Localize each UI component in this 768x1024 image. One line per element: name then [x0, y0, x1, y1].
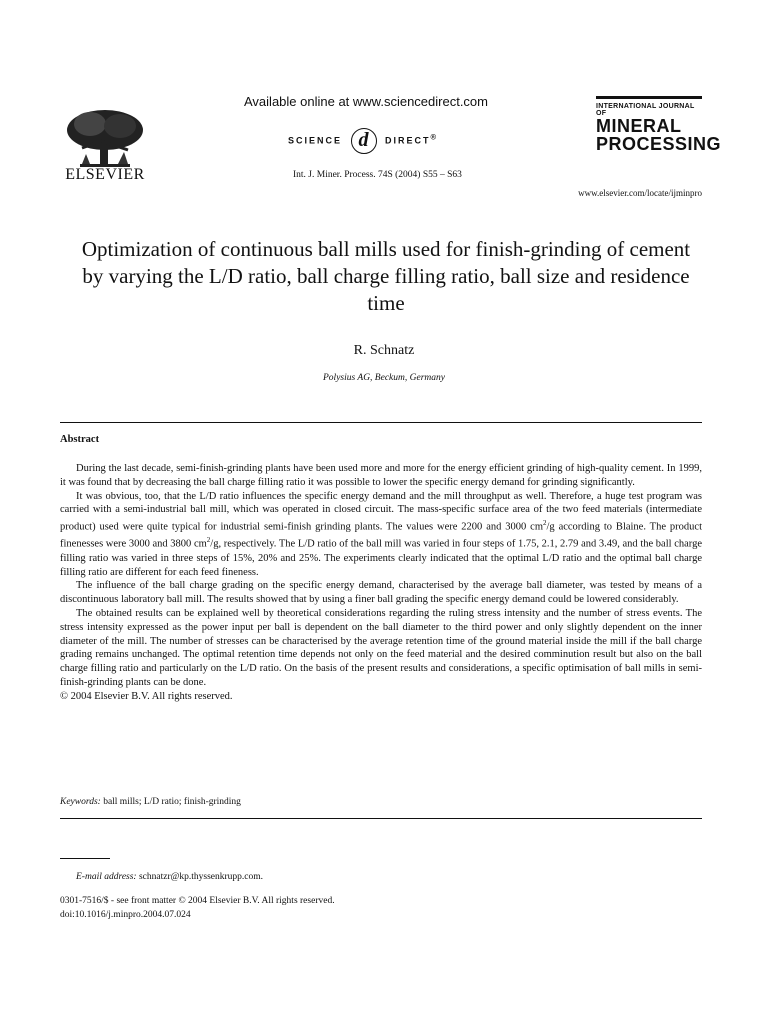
p2-text-a: It was obvious, too, that the L/D ratio influences the specific energy demand and the mill throughput as well. Therefore, a huge test program was carried with a semi-industrial ball mill, which was operated in closed circuit. The mass-specific surface area of the two feed materials (intermediate product) used were quite typical for industrial semi-finish grinding plants. The values were 2200 and 3000 cm: [60, 490, 702, 533]
sciencedirect-logo[interactable]: [288, 128, 438, 154]
abstract-heading: Abstract: [60, 434, 100, 445]
issn-line: 0301-7516/$ - see front matter © 2004 Elsevier B.V. All rights reserved.: [60, 896, 335, 906]
abstract-copyright: © 2004 Elsevier B.V. All rights reserved.: [60, 690, 233, 702]
publisher-name: ELSEVIER: [65, 166, 145, 183]
divider-bottom: [60, 818, 702, 819]
email-address-link[interactable]: schnatzr@kp.thyssenkrupp.com.: [138, 872, 264, 882]
article-title: Optimization of continuous ball mills used for finish-grinding of cement by varying the L/D ratio, ball charge filling ratio, ball size and residence time: [81, 237, 691, 315]
abstract-body: [60, 462, 702, 704]
doi-link[interactable]: doi:10.1016/j.minpro.2004.07.024: [60, 910, 191, 920]
journal-logo: [596, 96, 722, 154]
journal-citation: Int. J. Miner. Process. 74S (2004) S55 – S63: [293, 170, 462, 180]
journal-url-link[interactable]: www.elsevier.com/locate/ijminpro: [578, 188, 702, 198]
journal-logo-rule: [596, 96, 702, 99]
sciencedirect-left: SCIENCE: [288, 135, 343, 146]
journal-logo-line2: MINERAL: [596, 116, 682, 136]
p2-superscript-2: 2: [206, 536, 211, 545]
journal-logo-line3: PROCESSING: [596, 134, 722, 154]
author-affiliation: Polysius AG, Beckum, Germany: [323, 373, 445, 383]
abstract-paragraph-4: The obtained results can be explained well by theoretical considerations regarding the ruling stress intensity and the number of stress events. The stress intensity expressed as the power input per ball is dependent on the ball diameter to the third power and only slightly dependent on the inner diameter of the mill. The number of stresses can be characterised by the average retention time of the ground material inside the mill if the ball charge grading remains unchanged. The optimal retention time depends not only on the feed material and the desired comminution result but also on the ball charge filling ratio and particularly on the L/D ratio. On the basis of the present results and considerations, a specific optimisation of ball mills in semi-finish-grinding plants can be done.: [60, 607, 702, 688]
p2-superscript-1: 2: [543, 519, 547, 528]
abstract-paragraph-1: During the last decade, semi-finish-grinding plants have been used more and more for the energy efficient grinding of high-quality cement. In 1999, it was found that by decreasing the ball charge filling ratio it was possible to lower the specific energy demand for grinding significantly.: [60, 463, 702, 488]
p2-text-c: /g, respectively. The L/D ratio of the ball mill was varied in four steps of 1.75, 2.1, 2.79 and 3.49, and the ball charge filling ratio was varied in three steps of 15%, 20% and 25%. The experiments clearly indicated that the optimal L/D ratio and the optimal ball charge filling ratio are different for each feed fineness.: [60, 538, 702, 578]
email-label: E-mail address:: [76, 872, 137, 882]
sciencedirect-right: DIRECT: [385, 135, 431, 146]
sciencedirect-d-icon: d: [351, 128, 377, 154]
abstract-paragraph-3: The influence of the ball charge grading on the specific energy demand, characterised by the average ball diameter, was tested by means of a discontinuous laboratory ball mill. The results showed that by using a finer ball grading the specific energy demand could be lowered considerably.: [60, 580, 702, 606]
article-author: R. Schnatz: [353, 343, 415, 358]
author-email: [76, 872, 263, 882]
footnote-rule: [60, 858, 110, 859]
sciencedirect-trademark: ®: [430, 132, 439, 142]
p2-text-b: /g according to Blaine. The product finenesses were 3000 and 3800 cm: [60, 521, 702, 550]
keywords-label: Keywords:: [60, 797, 101, 807]
abstract-paragraph-2: [60, 490, 702, 580]
keywords-value: ball mills; L/D ratio; finish-grinding: [103, 797, 241, 807]
divider-top: [60, 422, 702, 423]
keywords: [60, 797, 241, 807]
journal-logo-line1: INTERNATIONAL JOURNAL OF: [596, 103, 695, 117]
available-online-link[interactable]: Available online at www.sciencedirect.com: [244, 94, 488, 109]
